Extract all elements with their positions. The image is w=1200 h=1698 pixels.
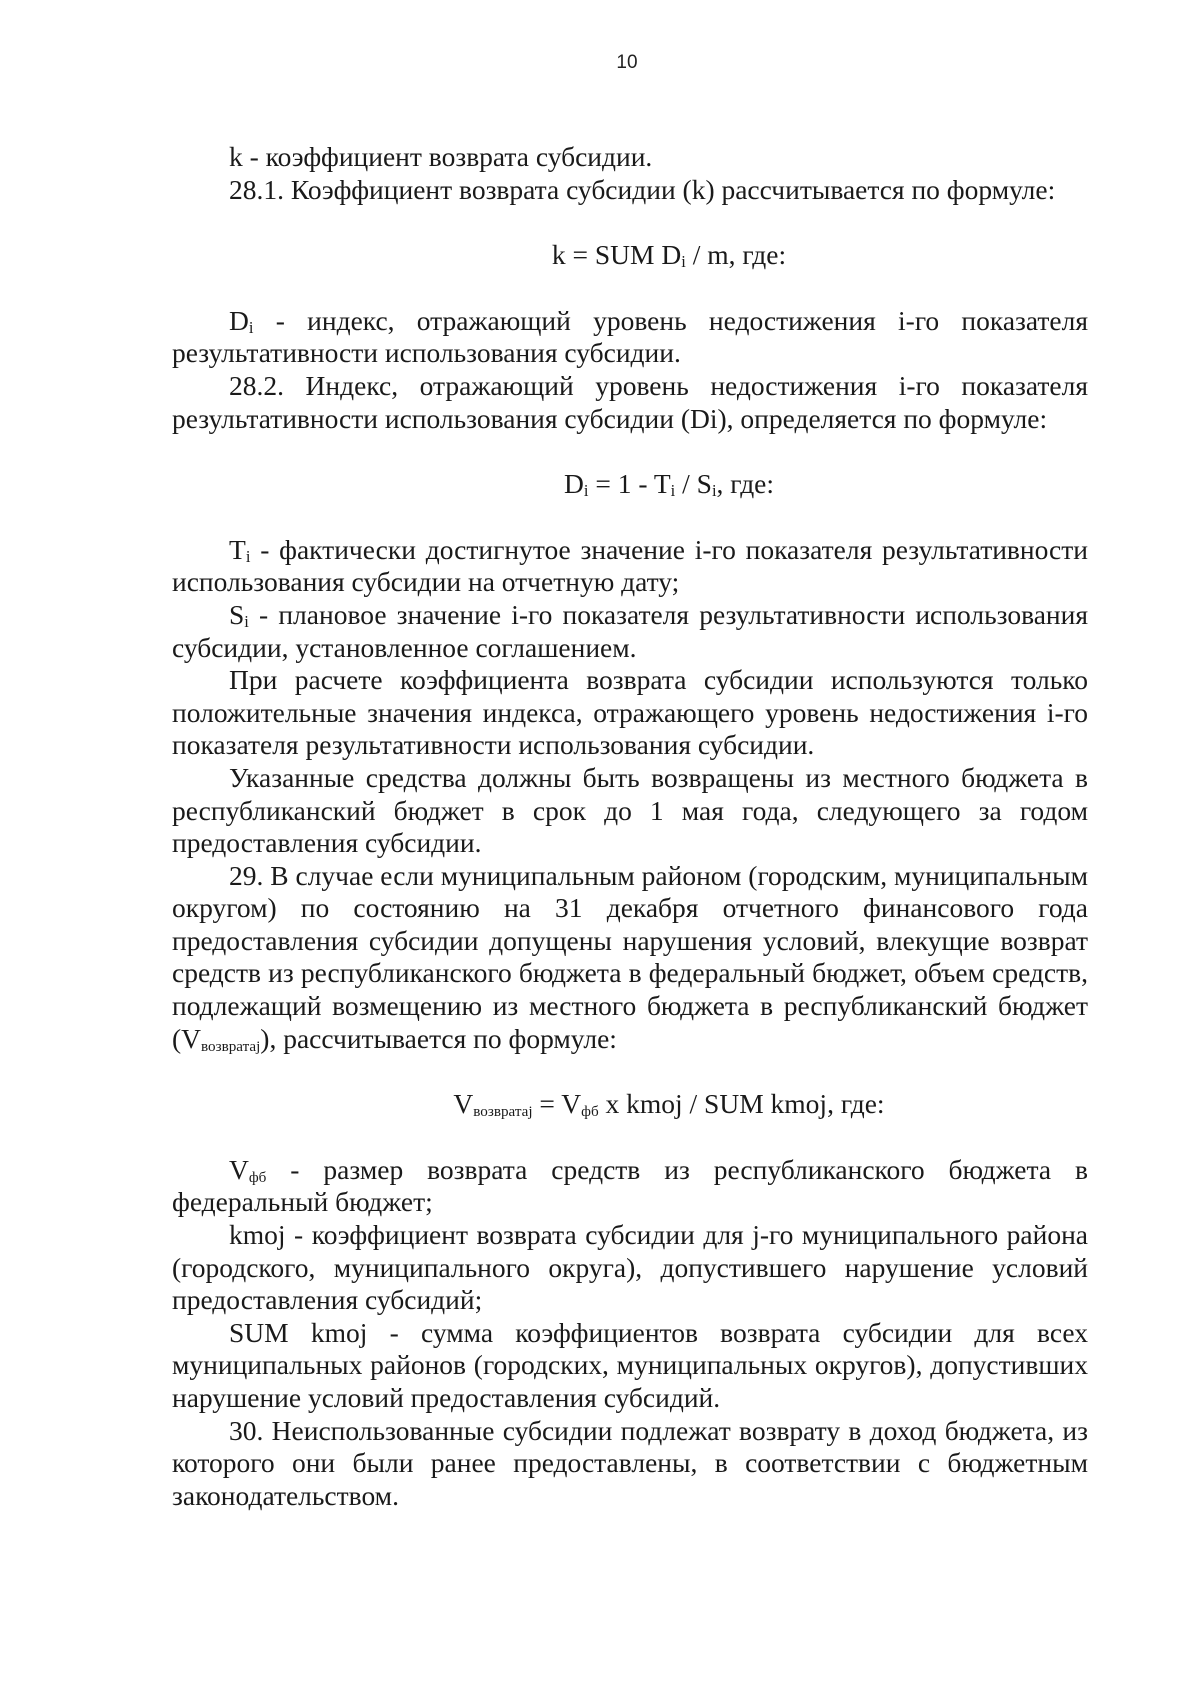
section-28-1: 28.1. Коэффициент возврата субсидии (k) рассчитывается по формуле: [229, 173, 1056, 205]
kmoj-definition: kmoj - коэффициент возврата субсидии для j-го муниципального района (городского, муниципального округа), допустившего нарушение условий предоставления субсидий; [172, 1219, 1088, 1316]
positive-values-note: При расчете коэффициента возврата субсидии используются только положительные значения индекса, отражающего уровень недостижения i-го показателя результативности использования субсидии. [172, 664, 1088, 761]
ti-definition: Ti - фактически достигнутое значение i-го показателя результативности использования субсидии на отчетную дату; [172, 533, 1088, 598]
formula-k: k = SUM Di / m, где: [551, 239, 787, 272]
vfb-definition: Vфб - размер возврата средств из республиканского бюджета в федеральный бюджет; [172, 1153, 1088, 1218]
section-28-2: 28.2. Индекс, отражающий уровень недостижения i-го показателя результативности использования субсидии (Di), определяется по формуле: [172, 369, 1088, 434]
formula-v-return: Vвозвратаj = Vфб x kmoj / SUM kmoj, где: [453, 1088, 885, 1121]
section-29: 29. В случае если муниципальным районом (городским, муниципальным округом) по состоянию на 31 декабря отчетного финансового года предоставления субсидии допущены нарушения условий, влекущие возврат средств из республиканского бюджета в федеральный бюджет, объем средств, подлежащий возмещению из местного бюджета в республиканский бюджет (Vвозвратаj), рассчитывается по формуле: [172, 859, 1088, 1055]
k-definition: k - коэффициент возврата субсидии. [229, 141, 653, 172]
document-body [172, 141, 1088, 1512]
si-definition: Si - плановое значение i-го показателя результативности использования субсидии, установленное соглашением. [172, 598, 1088, 663]
section-30: 30. Неиспользованные субсидии подлежат возврату в доход бюджета, из которого они были ранее предоставлены, в соответствии с бюджетным законодательством. [172, 1414, 1088, 1511]
formula-di: Di = 1 - Ti / Si, где: [563, 468, 775, 501]
sum-kmoj-definition: SUM kmoj - сумма коэффициентов возврата субсидии для всех муниципальных районов (городских, муниципальных округов), допустивших нарушение условий предоставления субсидий. [172, 1316, 1088, 1413]
page-number: 10 [616, 52, 638, 73]
di-definition: Di - индекс, отражающий уровень недостижения i-го показателя результативности использования субсидии. [172, 304, 1088, 369]
return-deadline: Указанные средства должны быть возвращены из местного бюджета в республиканский бюджет в срок до 1 мая года, следующего за годом предоставления субсидии. [172, 761, 1088, 859]
